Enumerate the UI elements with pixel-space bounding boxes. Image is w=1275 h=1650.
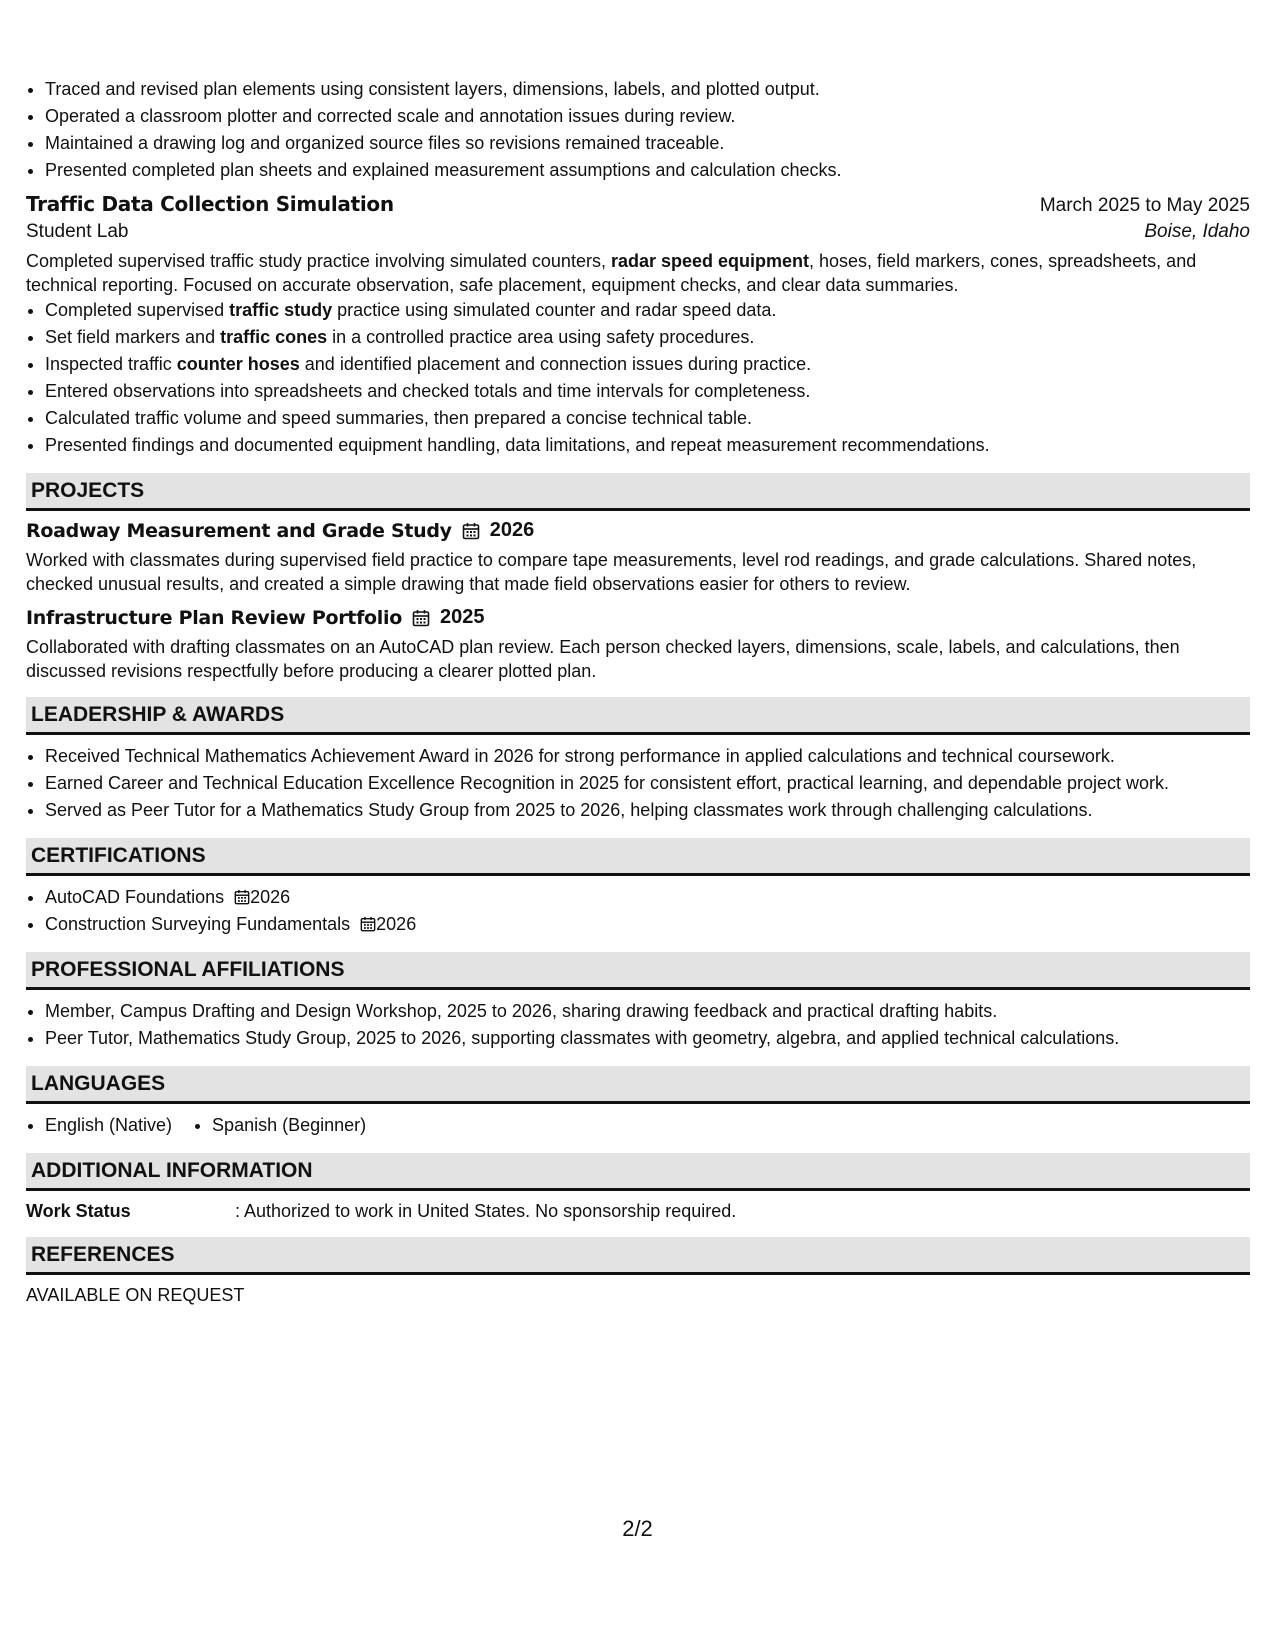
resume-page bbox=[26, 76, 1250, 1307]
references-section bbox=[26, 1237, 1250, 1307]
experience-title: Traffic Data Collection Simulation bbox=[26, 192, 394, 216]
calendar-icon bbox=[234, 886, 250, 902]
summary-bold-text: radar speed equipment bbox=[610, 251, 810, 271]
list-item: • Served as Peer Tutor for a Mathematics Study Group from 2025 to 2026, helping classmates work through challenging calculations. bbox=[45, 797, 1250, 824]
languages-section bbox=[26, 1066, 1250, 1139]
list-item: • Completed supervised traffic study practice using simulated counter and radar speed data. bbox=[45, 297, 1250, 324]
certifications-list bbox=[26, 884, 1250, 938]
certification-name: Construction Surveying Fundamentals bbox=[45, 914, 351, 934]
section-heading: LANGUAGES bbox=[26, 1066, 1250, 1104]
experience-bullet-list bbox=[26, 297, 1250, 459]
continuation-bullet-list bbox=[26, 76, 1250, 184]
experience-summary bbox=[26, 249, 1250, 297]
page-number: 2/2 bbox=[622, 1516, 653, 1541]
list-item bbox=[45, 911, 1250, 938]
list-item: • Inspected traffic counter hoses and identified placement and connection issues during practice. bbox=[45, 351, 1250, 378]
certifications-section bbox=[26, 838, 1250, 938]
languages-list bbox=[26, 1112, 1250, 1139]
language-item: • English (Native) bbox=[45, 1112, 172, 1139]
work-status-row bbox=[26, 1199, 1250, 1223]
section-heading: PROJECTS bbox=[26, 473, 1250, 511]
additional-section bbox=[26, 1153, 1250, 1223]
certification-year: 2026 bbox=[376, 914, 417, 934]
project-entry bbox=[26, 519, 1250, 596]
project-description: Collaborated with drafting classmates on an AutoCAD plan review. Each person checked layers, dimensions, scale, labels, and calculations, then discussed revisions respectfully before producing a clearer plotted plan. bbox=[26, 637, 1180, 681]
list-item: • Earned Career and Technical Education Excellence Recognition in 2025 for consistent effort, practical learning, and dependable project work. bbox=[45, 770, 1250, 797]
section-heading: LEADERSHIP & AWARDS bbox=[26, 697, 1250, 735]
calendar-icon bbox=[360, 913, 376, 929]
project-entry bbox=[26, 606, 1250, 683]
project-title: Roadway Measurement and Grade Study bbox=[26, 519, 452, 542]
experience-dates: March 2025 to May 2025 bbox=[1039, 195, 1250, 216]
list-item: • Member, Campus Drafting and Design Workshop, 2025 to 2026, sharing drawing feedback and practical drafting habits. bbox=[45, 998, 1250, 1025]
experience-location: Boise, Idaho bbox=[1144, 221, 1250, 242]
certification-name: AutoCAD Foundations bbox=[45, 887, 225, 907]
list-item: • Peer Tutor, Mathematics Study Group, 2025 to 2026, supporting classmates with geometry, algebra, and applied technical calculations. bbox=[45, 1025, 1250, 1052]
list-item: • Calculated traffic volume and speed summaries, then prepared a concise technical table. bbox=[45, 405, 1250, 432]
leadership-list bbox=[26, 743, 1250, 824]
calendar-icon bbox=[412, 609, 430, 627]
project-year: 2026 bbox=[489, 519, 535, 541]
list-item: • Presented completed plan sheets and explained measurement assumptions and calculation checks. bbox=[45, 157, 1250, 184]
language-item: • Spanish (Beginner) bbox=[212, 1112, 366, 1139]
work-status-label: Work Status bbox=[26, 1201, 131, 1221]
certification-year: 2026 bbox=[250, 887, 291, 907]
calendar-icon bbox=[462, 522, 480, 540]
list-item: • Traced and revised plan elements using consistent layers, dimensions, labels, and plotted output. bbox=[45, 76, 1250, 103]
list-item: • Maintained a drawing log and organized source files so revisions remained traceable. bbox=[45, 130, 1250, 157]
work-status-value: : Authorized to work in United States. No sponsorship required. bbox=[235, 1201, 737, 1221]
list-item bbox=[45, 884, 1250, 911]
project-description: Worked with classmates during supervised field practice to compare tape measurements, level rod readings, and grade calculations. Shared notes, checked unusual results, and created a simple drawing that made field observations easier for others to review. bbox=[26, 550, 1197, 594]
affiliations-list bbox=[26, 998, 1250, 1052]
project-title: Infrastructure Plan Review Portfolio bbox=[26, 606, 402, 629]
projects-section bbox=[26, 473, 1250, 683]
summary-text: Completed supervised traffic study practice involving simulated counters, bbox=[26, 251, 611, 271]
list-item: • Operated a classroom plotter and corrected scale and annotation issues during review. bbox=[45, 103, 1250, 130]
leadership-section bbox=[26, 697, 1250, 824]
list-item: • Entered observations into spreadsheets and checked totals and time intervals for completeness. bbox=[45, 378, 1250, 405]
list-item: • Presented findings and documented equipment handling, data limitations, and repeat measurement recommendations. bbox=[45, 432, 1250, 459]
section-heading: CERTIFICATIONS bbox=[26, 838, 1250, 876]
list-item: • Set field markers and traffic cones in a controlled practice area using safety procedures. bbox=[45, 324, 1250, 351]
affiliations-section bbox=[26, 952, 1250, 1052]
summary-text: , hoses, field markers, cones, spreadsheets, and technical reporting. Focused on accurate observation, safe placement, equipment checks, and clear data summaries. bbox=[26, 251, 1197, 295]
project-year: 2025 bbox=[439, 606, 485, 628]
experience-org: Student Lab bbox=[26, 221, 129, 242]
section-heading: REFERENCES bbox=[26, 1237, 1250, 1275]
references-text: AVAILABLE ON REQUEST bbox=[26, 1285, 245, 1305]
experience-entry bbox=[26, 192, 1250, 459]
section-heading: PROFESSIONAL AFFILIATIONS bbox=[26, 952, 1250, 990]
section-heading: ADDITIONAL INFORMATION bbox=[26, 1153, 1250, 1191]
list-item: • Received Technical Mathematics Achievement Award in 2026 for strong performance in applied calculations and technical coursework. bbox=[45, 743, 1250, 770]
